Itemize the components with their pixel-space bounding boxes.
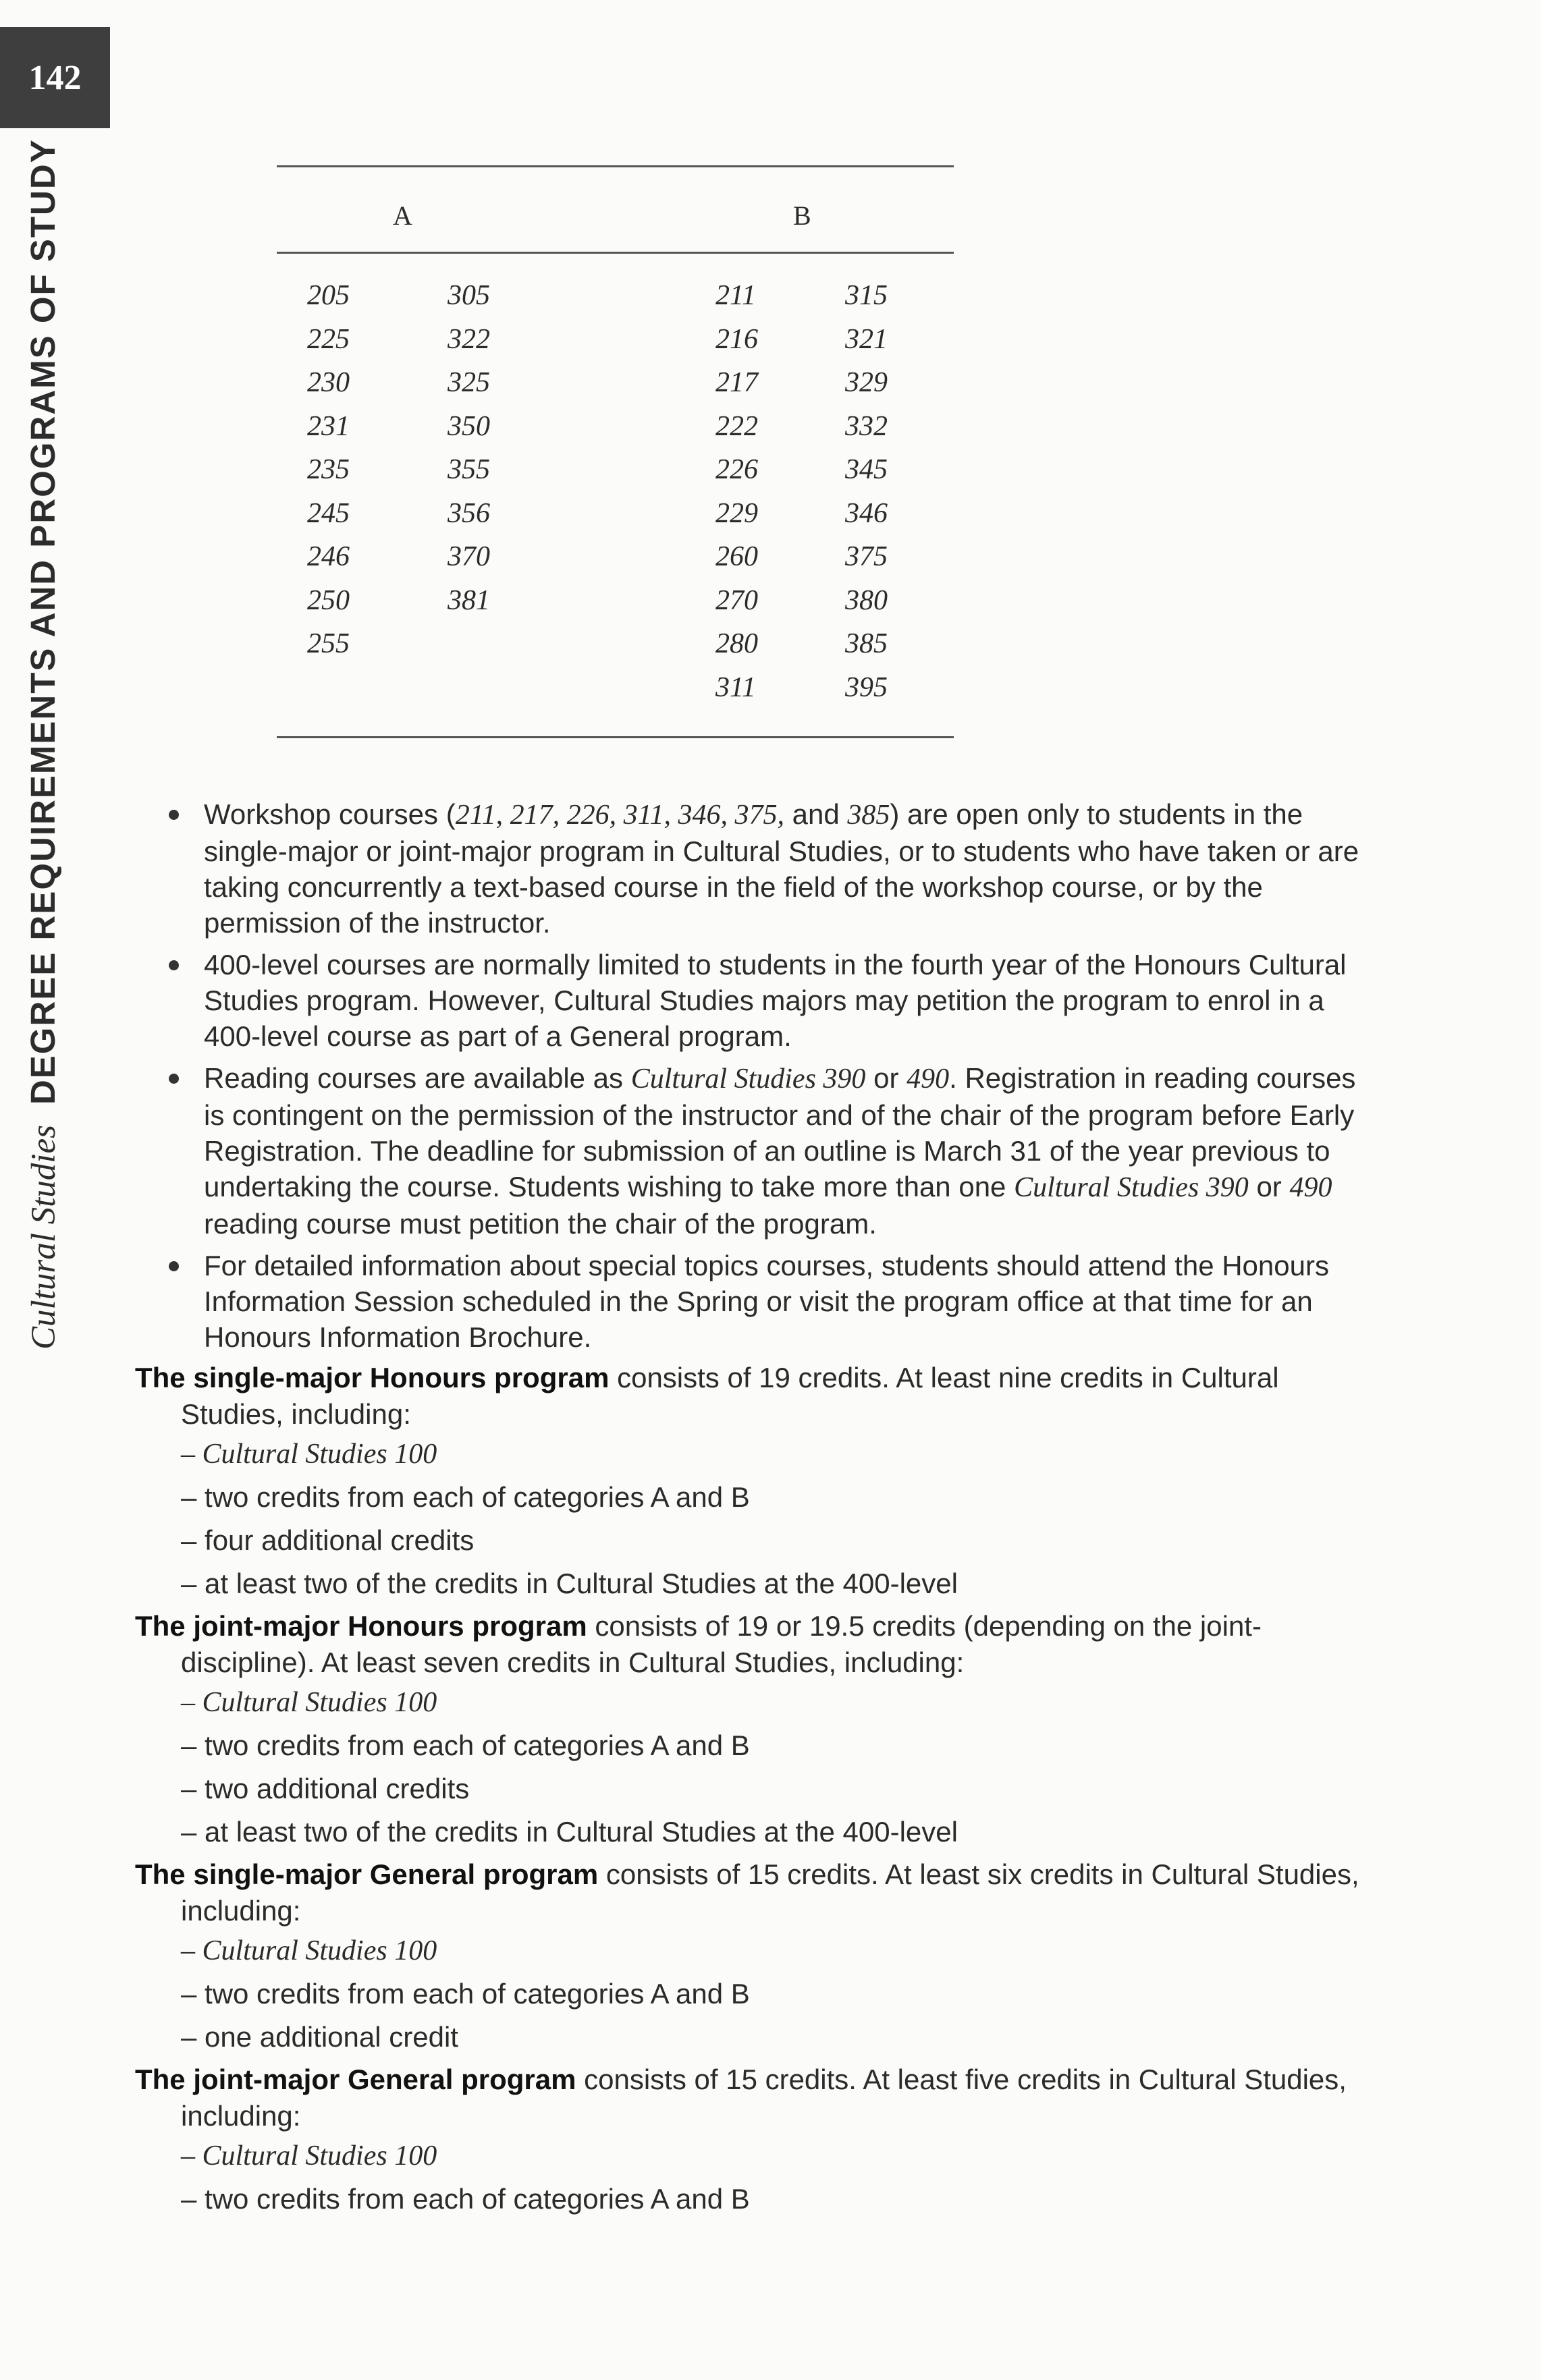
bullet-icon: [169, 1074, 179, 1084]
running-header-chapter: DEGREE REQUIREMENTS AND PROGRAMS OF STUDY: [24, 138, 62, 1105]
course-number: 395: [845, 671, 888, 703]
note-text: ) are open only to students in the single-major or joint-major program in Cultural Studies, or to students who have taken or are taking concurrently a text-based course in the field of the workshop course, or by the permission of the instructor.: [204, 798, 1359, 939]
course-number: 246: [307, 541, 350, 572]
requirement-item: – one additional credit: [181, 2021, 458, 2053]
program-title: The single-major General program: [135, 1858, 599, 1890]
page-number: 142: [0, 27, 110, 128]
running-header: [26, 138, 61, 1350]
bullet-icon: [169, 810, 179, 820]
course-number: 325: [448, 367, 490, 398]
requirement-item: – Cultural Studies 100: [181, 1439, 437, 1470]
course-number: 321: [845, 323, 888, 355]
bullet-icon: [169, 960, 179, 970]
running-header-section: Cultural Studies: [25, 1125, 63, 1350]
course-number: 345: [845, 454, 888, 485]
program-title: The single-major Honours program: [135, 1362, 610, 1393]
requirement-item: – two credits from each of categories A and B: [181, 1729, 750, 1761]
requirement-item: – Cultural Studies 100: [181, 2140, 437, 2171]
course-number: 245: [307, 497, 350, 529]
course-number: 222: [715, 410, 758, 442]
program-single-major-honours: [135, 1360, 1377, 1605]
course-number: 311: [715, 671, 756, 703]
table-header-row: [277, 167, 954, 252]
category-a-column-1: [307, 274, 350, 666]
requirement-item: – Cultural Studies 100: [181, 1687, 437, 1718]
program-list: [135, 1360, 1377, 2223]
note-course-number: 490: [1289, 1172, 1332, 1203]
note-text: For detailed information about special topics courses, students should attend the Honours Information Session scheduled in the Spring or visit the program office at that time for an Honours Information Brochure.: [204, 1250, 1329, 1353]
course-number: 380: [845, 584, 888, 616]
program-heading: [135, 1360, 1377, 1433]
course-number: 346: [845, 497, 888, 529]
course-number: 235: [307, 454, 350, 485]
note-text: and: [784, 798, 848, 830]
course-number: 375: [845, 541, 888, 572]
course-number: 216: [715, 323, 758, 355]
course-number: 280: [715, 628, 758, 659]
course-number: 329: [845, 367, 888, 398]
course-number: 370: [448, 541, 490, 572]
course-number: 355: [448, 454, 490, 485]
note-text: Workshop courses (: [204, 798, 456, 830]
course-number: 231: [307, 410, 350, 442]
note-text: . Registration in reading courses is contingent on the permission of the instructor and of the chair of the program before Early Registration. The deadline for submission of an outline is March 31 of the year previous to undertaking the course. Students wishing to take more than one: [204, 1062, 1356, 1202]
course-number: 381: [448, 584, 490, 616]
note-course-number: 385: [847, 800, 890, 831]
note-400-level: [162, 947, 1377, 1054]
requirement-item: – at least two of the credits in Cultural Studies at the 400-level: [181, 1816, 958, 1848]
note-course-number: 490: [907, 1063, 950, 1095]
category-a-heading: A: [393, 200, 412, 231]
course-number: 250: [307, 584, 350, 616]
course-number: 356: [448, 497, 490, 529]
program-single-major-general: [135, 1856, 1377, 2059]
note-reading-courses: [162, 1060, 1377, 1242]
program-title: The joint-major General program: [135, 2064, 576, 2095]
course-category-table: [277, 165, 954, 738]
course-number: 305: [448, 280, 490, 311]
program-joint-major-general: [135, 2061, 1377, 2221]
program-description: consists of 15 credits. At least six credits in Cultural Studies, including:: [181, 1858, 1359, 1927]
course-number: 229: [715, 497, 758, 529]
program-heading: [135, 1856, 1377, 1929]
program-description: consists of 15 credits. At least five credits in Cultural Studies, including:: [181, 2064, 1347, 2132]
program-description: consists of 19 credits. At least nine credits in Cultural Studies, including:: [181, 1362, 1279, 1430]
note-text: or: [865, 1062, 907, 1094]
category-a-column-2: [448, 274, 490, 622]
program-heading: [135, 1608, 1377, 1681]
bullet-icon: [169, 1261, 179, 1271]
table-body: [277, 254, 954, 736]
note-text: Reading courses are available as: [204, 1062, 631, 1094]
course-number: 350: [448, 410, 490, 442]
note-text: or: [1248, 1171, 1290, 1202]
requirement-item: – two credits from each of categories A and B: [181, 1481, 750, 1513]
course-number: 205: [307, 280, 350, 311]
table-bottom-rule: [277, 736, 954, 738]
note-text: reading course must petition the chair of the program.: [204, 1208, 877, 1240]
course-number: 211: [715, 280, 756, 311]
course-number: 322: [448, 323, 490, 355]
course-number: 217: [715, 367, 758, 398]
note-course-numbers: 211, 217, 226, 311, 346, 375,: [455, 800, 784, 831]
requirement-item: – Cultural Studies 100: [181, 1935, 437, 1966]
program-title: The joint-major Honours program: [135, 1610, 587, 1642]
note-workshop-courses: [162, 796, 1377, 941]
program-joint-major-honours: [135, 1608, 1377, 1854]
program-description: consists of 19 or 19.5 credits (depending on the joint-discipline). At least seven credits in Cultural Studies, including:: [181, 1610, 1262, 1678]
course-number: 225: [307, 323, 350, 355]
course-number: 270: [715, 584, 758, 616]
note-course-name: Cultural Studies 390: [630, 1063, 866, 1095]
category-b-column-1: [715, 274, 758, 709]
category-b-column-2: [845, 274, 888, 709]
requirement-item: – four additional credits: [181, 1524, 475, 1556]
category-b-heading: B: [793, 200, 811, 231]
requirement-item: – two credits from each of categories A and B: [181, 2183, 750, 2215]
requirement-item: – two credits from each of categories A and B: [181, 1978, 750, 2010]
note-course-name: Cultural Studies 390: [1014, 1172, 1249, 1203]
course-number: 260: [715, 541, 758, 572]
course-number: 230: [307, 367, 350, 398]
notes-list: [162, 796, 1377, 1361]
requirement-item: – at least two of the credits in Cultural Studies at the 400-level: [181, 1568, 958, 1599]
course-number: 255: [307, 628, 350, 659]
note-special-topics: [162, 1248, 1377, 1355]
course-number: 332: [845, 410, 888, 442]
course-number: 315: [845, 280, 888, 311]
requirement-item: – two additional credits: [181, 1773, 470, 1804]
note-text: 400-level courses are normally limited to students in the fourth year of the Honours Cultural Studies program. However, Cultural Studies majors may petition the program to enrol in a 400-level course as part of a General program.: [204, 949, 1347, 1052]
course-number: 385: [845, 628, 888, 659]
program-heading: [135, 2061, 1377, 2134]
course-number: 226: [715, 454, 758, 485]
